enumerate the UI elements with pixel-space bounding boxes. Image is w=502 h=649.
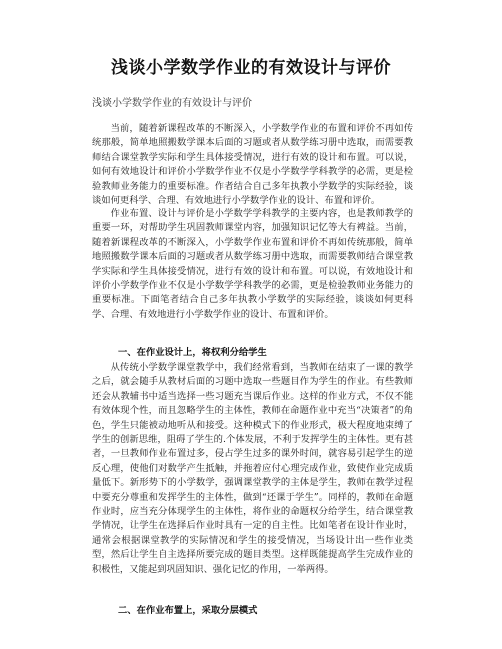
section-heading-1: 一、在作业设计上，将权利分给学生 [118,347,267,358]
paragraph-section-1: 从传统小学数学课堂教学中，我们经常看到，当教师在结束了一课的教学之后，就会随手从教材后面的习题中选取一些题目作为学生的作业。有些教师还会从教辅书中适当选择一些习题充当课后作业。这样的作业方式，不仅不能有效体现个性，而且忽略学生的主体性，教师在命题作业中充当“决策者”的角色，学生只能被动地听从和接受。这种模式下的作业形式，极大程度地束缚了学生的创新思维，阻碍了学生的.个体发展，不利于发挥学生的主体性。更有甚者，一旦教师作业布置过多，侵占学生过多的课外时间，就容易引起学生的逆反心理，使他们对数学产生抵触，并拖着应付心理完成作业，致使作业完成质量低下。新形势下的小学数学，强调课堂教学的主体是学生，教师在教学过程中要充分尊重和发挥学生的主体性，做到“还课于学生”。同样的，教师在命题作业时，应当充分体现学生的主体性，将作业的命题权分给学生，结合课堂教学情况，让学生在选择后作业时具有一定的自主性。比如笔者在设计作业时，通常会根据课堂教学的实际情况和学生的接受情况，当场设计出一些作业类型，然后让学生自主选择所要完成的题目类型。这样既能提高学生完成作业的积极性，又能起到巩固知识、强化记忆的作用，一举两得。 [92,362,413,575]
paragraph-background: 作业布置、设计与评价是小学数学学科教学的主要内容，也是教师教学的重要一环，对帮助学生巩固教师课堂内容，加强知识记忆等大有裨益。当前，随着新课程改革的不断深入，小学数学作业布置和评价不再如传统那般，简单地照搬数学课本后面的习题或者从数学练习册中选取，而需要教师结合课堂教学实际和学生具体接受情况，进行有效的设计和布置。可以说，有效地设计和评价小学数学作业不仅是小学数学学科教学的必需，更是检验教师业务能力的重要标准。下面笔者结合自己多年执教小学数学的实际经验，谈谈如何更科学、合理、有效地进行小学数学作业的设计、布置和评价。 [92,208,413,320]
document-subtitle: 浅谈小学数学作业的有效设计与评价 [92,98,252,109]
paragraph-intro: 当前，随着新课程改革的不断深入，小学数学作业的布置和评价不再如传统那般，简单地照搬数学课本后面的习题或者从数学练习册中选取，而需要教师结合课堂教学实际和学生具体接受情况，进行有效的设计和布置。可以说，如何有效地设计和评价小学数学作业不仅是小学数学学科教学的必需，更是检验教师业务能力的重要标准。作者结合自己多年执教小学数学的实际经验，谈谈如何更科学、合理、有效地进行小学数学作业的设计、布置和评价。 [92,123,413,207]
section-heading-2: 二、在作业布置上，采取分层模式 [118,605,258,616]
document-title: 浅谈小学数学作业的有效设计与评价 [111,58,391,78]
